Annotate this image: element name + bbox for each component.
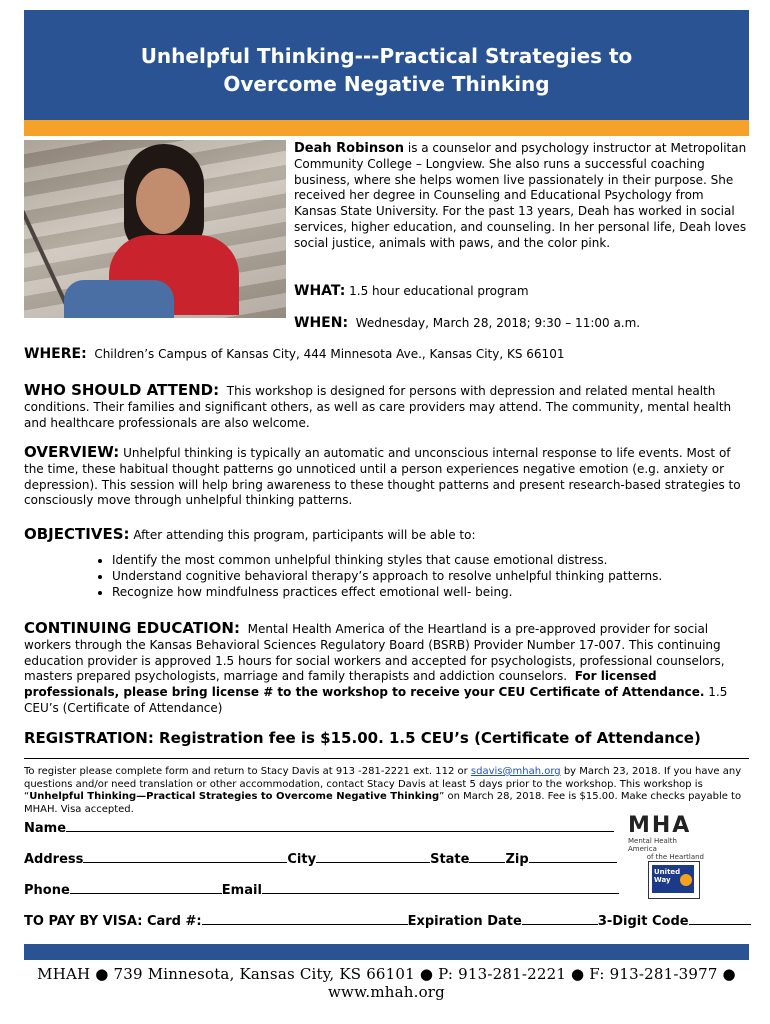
- when-label: WHEN:: [294, 315, 349, 331]
- what-value: 1.5 hour educational program: [349, 284, 529, 298]
- objectives: [24, 527, 749, 544]
- who-label: WHO SHOULD ATTEND:: [24, 381, 220, 399]
- objectives-label: OBJECTIVES:: [24, 525, 130, 543]
- card-number-field[interactable]: [202, 911, 408, 925]
- overview: [24, 445, 749, 509]
- email-link[interactable]: sdavis@mhah.org: [470, 766, 561, 777]
- name-row: [24, 818, 614, 836]
- presenter-photo: [24, 140, 286, 318]
- phone-label: Phone: [24, 883, 70, 898]
- objectives-list: [92, 552, 662, 600]
- list-item: • Recognize how mindfulness practices effect emotional well- being.: [112, 584, 662, 600]
- state-field[interactable]: [469, 849, 505, 863]
- email-label: Email: [221, 883, 262, 898]
- presenter-name: Deah Robinson: [294, 141, 405, 156]
- ce-tail: 1.5 CEU’s (Certificate of Attendance): [24, 685, 728, 715]
- when-value: Wednesday, March 28, 2018; 9:30 – 11:00 a.m.: [355, 316, 641, 330]
- address-row: [24, 849, 617, 867]
- page-title: [24, 42, 749, 98]
- list-item: • Understand cognitive behavioral therapy’s approach to resolve unhelpful thinking patterns.: [112, 568, 662, 584]
- header-accent-bar: [24, 120, 749, 136]
- when-line: [294, 316, 640, 332]
- footer-bar: [24, 944, 749, 960]
- city-label: City: [287, 852, 317, 867]
- code-field[interactable]: [689, 911, 751, 925]
- name-label: Name: [24, 821, 67, 836]
- registration-instructions: [24, 766, 749, 816]
- title-line-1: Unhelpful Thinking---Practical Strategies to: [140, 44, 633, 68]
- objectives-intro: After attending this program, participants will be able to:: [133, 528, 476, 542]
- reg-text-3: ” on March 28, 2018. Fee is $15.00. Make checks payable to MHAH. Visa accepted.: [24, 791, 742, 815]
- state-label: State: [430, 852, 470, 867]
- list-item: • Identify the most common unhelpful thinking styles that cause emotional distress.: [112, 552, 662, 568]
- uw-line-2: Way: [654, 876, 671, 884]
- what-line: [294, 284, 529, 300]
- expiration-label: Expiration Date: [407, 914, 522, 929]
- email-field[interactable]: [262, 880, 619, 894]
- visa-label: TO PAY BY VISA: Card #:: [24, 914, 202, 929]
- overview-label: OVERVIEW:: [24, 443, 120, 461]
- ce-text: Mental Health America of the Heartland is a pre-approved provider for social workers through the Kansas Behavioral Sciences Regulatory Board (BSRB) Provider Number 17-007. This continuing education provider is approved 1.5 hours for social workers and accepted for psychologists, professional counselors, masters prepared psychologists, marriage and family therapists and addiction counselors.: [24, 622, 725, 684]
- name-field[interactable]: [66, 818, 614, 832]
- phone-field[interactable]: [70, 880, 222, 894]
- overview-text: Unhelpful thinking is typically an automatic and unconscious internal response to life events. Most of the time, these habitual thought patterns go unnoticed until a person experiences negative emotion (e.g. anxiety or depression). This session will help bring awareness to these thought patterns and present research-based strategies to consciously move through unhelpful thinking patterns.: [24, 446, 741, 508]
- mha-logo: [628, 813, 708, 861]
- zip-label: Zip: [505, 852, 529, 867]
- code-label: 3-Digit Code: [597, 914, 689, 929]
- who-should-attend: [24, 383, 749, 431]
- mha-mark: MHA: [628, 813, 692, 838]
- footer-contact: MHAH ● 739 Minnesota, Kansas City, KS 66101 ● P: 913-281-2221 ● F: 913-281-3977 ● www.mhah.org: [37, 965, 736, 1001]
- mha-subtitle: Mental Health America: [628, 837, 677, 853]
- address-label: Address: [24, 852, 84, 867]
- workshop-title-bold: Unhelpful Thinking—Practical Strategies to Overcome Negative Thinking: [29, 791, 440, 802]
- reg-text-2: by March 23, 2018. If you have any questions and/or need translation or other accommodation, contact Stacy Davis at least 5 days prior to the workshop. This workshop is “: [24, 766, 742, 802]
- phone-row: [24, 880, 619, 898]
- where-line: [24, 347, 564, 363]
- bio-text: is a counselor and psychology instructor at Metropolitan Community College – Longview. She also runs a successful coaching business, where she helps women live passionately in their purpose. She received her degree in Counseling and Educational Psychology from Kansas State University. For the past 13 years, Deah has worked in social services, higher education, and counseling. In her personal life, Deah loves social justice, animals with paws, and the color pink.: [294, 141, 747, 250]
- uw-line-1: United: [654, 868, 681, 876]
- mha-subtitle-2: of the Heartland: [646, 853, 704, 861]
- registration-heading: REGISTRATION: Registration fee is $15.00. 1.5 CEU’s (Certificate of Attendance): [24, 729, 701, 747]
- where-label: WHERE:: [24, 346, 87, 362]
- visa-row: [24, 911, 751, 929]
- united-way-logo: [648, 861, 700, 899]
- who-text: This workshop is designed for persons with depression and related mental health conditions. Their families and significant others, as well as care providers may attend. The community, mental health and healthcare professionals are also welcome.: [24, 384, 732, 430]
- city-field[interactable]: [316, 849, 430, 863]
- presenter-bio: [294, 141, 749, 252]
- continuing-education: [24, 621, 749, 717]
- title-line-2: Overcome Negative Thinking: [223, 72, 550, 96]
- divider: [24, 758, 749, 759]
- reg-text-1: To register please complete form and return to Stacy Davis at 913 -281-2221 ext. 112 or: [24, 766, 471, 777]
- where-value: Children’s Campus of Kansas City, 444 Minnesota Ave., Kansas City, KS 66101: [94, 347, 565, 361]
- expiration-field[interactable]: [522, 911, 598, 925]
- zip-field[interactable]: [529, 849, 617, 863]
- address-field[interactable]: [83, 849, 287, 863]
- ce-bold-note: For licensed professionals, please bring license # to the workshop to receive your CEU Certificate of Attendance.: [24, 669, 705, 700]
- what-label: WHAT:: [294, 283, 346, 299]
- united-way-hand-icon: [680, 874, 692, 886]
- ce-label: CONTINUING EDUCATION:: [24, 619, 240, 637]
